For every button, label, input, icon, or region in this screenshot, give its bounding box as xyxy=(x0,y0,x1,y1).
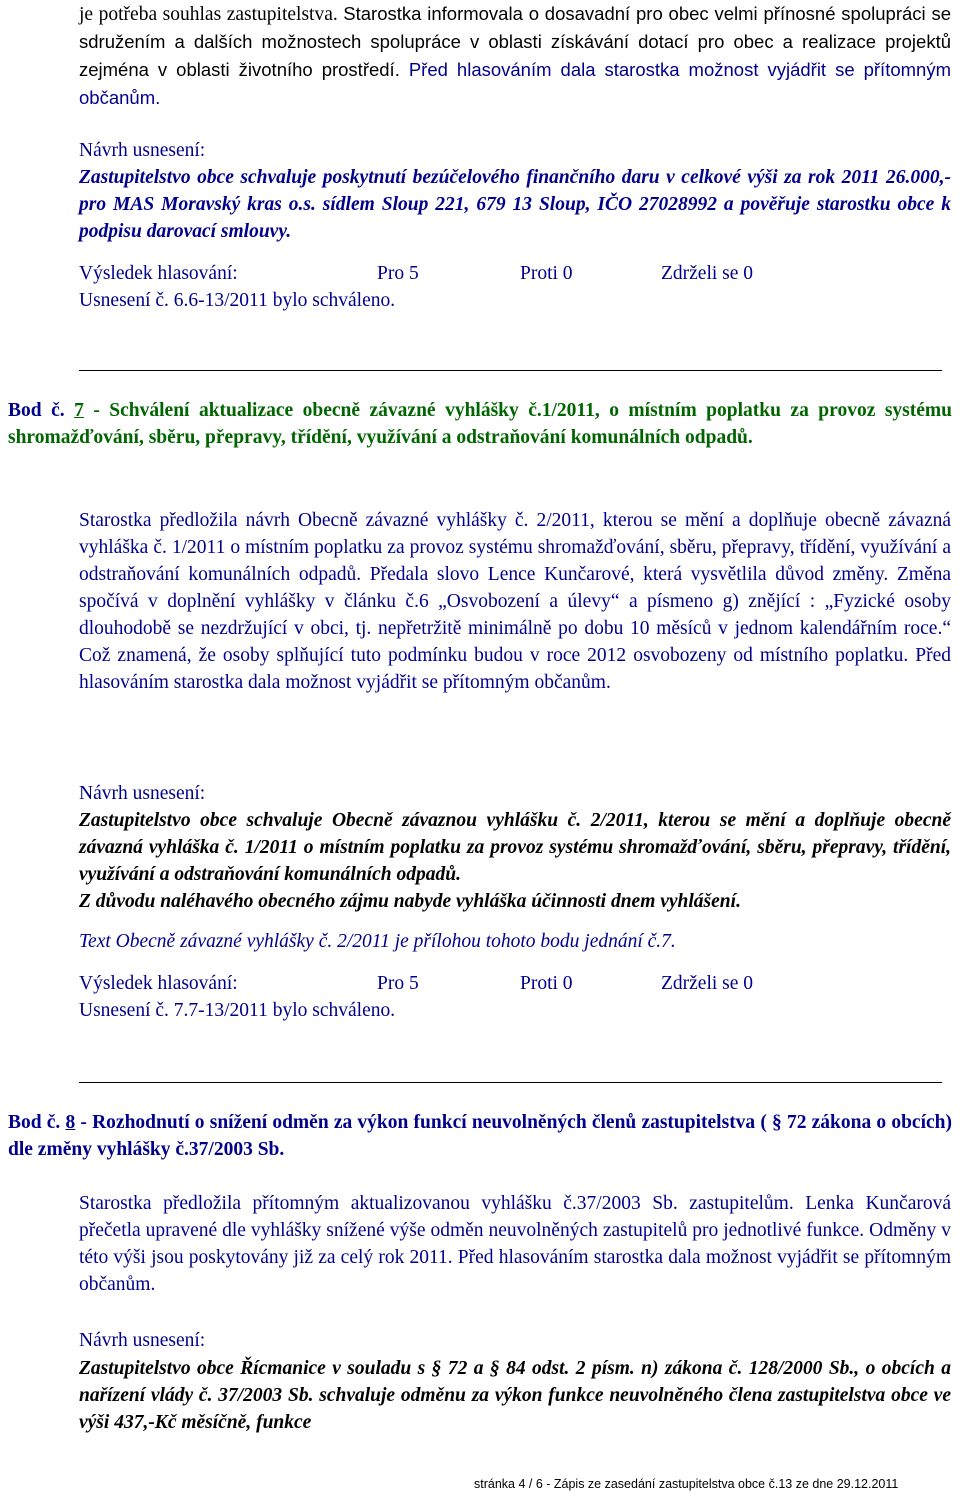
top-paragraph-part1: je potřeba souhlas zastupitelstva. xyxy=(79,4,344,25)
page-footer: stránka 4 / 6 - Zápis ze zasedání zastupitelstva obce č.13 ze dne 29.12.2011 xyxy=(474,1477,899,1491)
b6-vote-zdrzeli: Zdrželi se 0 xyxy=(661,263,754,284)
divider-1 xyxy=(79,370,942,371)
b7-navrh-text-main: Zastupitelstvo obce schvaluje Obecně závaznou vyhlášku č. 2/2011, kterou se mění a doplňuje obecně závazná vyhláška č. 1/2011 o místním poplatku za provoz systému shromažďování, sběru, přepravy, třídění, využívání a odstraňování komunálních odpadů. xyxy=(79,810,951,885)
b7-vote-zdrzeli: Zdrželi se 0 xyxy=(661,973,754,994)
b6-vote-proti: Proti 0 xyxy=(520,263,573,284)
b7-heading xyxy=(8,397,952,451)
b6-vote-pro: Pro 5 xyxy=(377,263,419,284)
b6-usneseni: Usnesení č. 6.6-13/2011 bylo schváleno. xyxy=(79,290,396,311)
b7-bod-number: 7 xyxy=(74,400,84,421)
b6-navrh-text: Zastupitelstvo obce schvaluje poskytnutí bezúčelového finančního daru v celkové výši za rok 2011 26.000,- pro MAS Moravský kras o.s. sídlem Sloup 221, 679 13 Sloup, IČO 27028992 a pověřuje starostku obce k podpisu darovací smlouvy. xyxy=(79,167,951,242)
b7-vote-pro: Pro 5 xyxy=(377,973,419,994)
b7-navrh-text-effect: Z důvodu naléhavého obecného zájmu nabyde vyhláška účinnosti dnem vyhlášení. xyxy=(79,891,741,912)
top-paragraph-part2: Starostka informovala o dosavadní pro obec velmi přínosné spolupráci se sdružením a dalších možnostech spolupráce v oblasti získávání dotací pro obec a realizace projektů zejména v oblasti životního prostředí. xyxy=(79,3,951,80)
b8-bod-title: - Rozhodnutí o snížení odměn za výkon funkcí neuvolněných členů zastupitelstva ( § 72 zákona o obcích) dle změny vyhlášky č.37/2003 Sb. xyxy=(8,1112,952,1160)
b7-navrh-label: Návrh usnesení: xyxy=(79,783,206,804)
b7-bod-title: - Schválení aktualizace obecně závazné vyhlášky č.1/2011, o místním poplatku za provoz systému shromažďování, sběru, přepravy, třídění, využívání a odstraňování komunálních odpadů. xyxy=(8,400,952,448)
b7-paragraph: Starostka předložila návrh Obecně závazné vyhlášky č. 2/2011, kterou se mění a doplňuje obecně závazná vyhláška č. 1/2011 o místním poplatku za provoz systému shromažďování, sběru, přepravy, třídění, využívání a odstraňování komunálních odpadů. Předala slovo Lence Kunčarové, která vysvětlila důvod změny. Změna spočívá v doplnění vyhlášky v článku č.6 „Osvobození a úlevy“ a písmeno g) znějící : „Fyzické osoby dlouhodobě se nezdržující v obci, tj. nepřetržitě minimálně po dobu 10 měsíců v jednom kalendářním roce.“ Což znamená, že osoby splňující tuto podmínku budou v roce 2012 osvobozeny od místního poplatku. Před hlasováním starostka dala možnost vyjádřit se přítomným občanům. xyxy=(79,510,951,693)
top-paragraph-part3: Před hlasováním dala starostka možnost vyjádřit se přítomným občanům. xyxy=(79,59,951,108)
b6-vote-label: Výsledek hlasování: xyxy=(79,263,238,284)
b7-bod-label: Bod č. xyxy=(8,400,65,421)
b8-paragraph: Starostka předložila přítomným aktualizovanou vyhlášku č.37/2003 Sb. zastupitelům. Lenka Kunčarová přečetla upravené dle vyhlášky snížené výše odměn neuvolněných zastupitelů pro jednotlivé funkce. Odměny v této výši jsou poskytovány již za celý rok 2011. Před hlasováním starostka dala možnost vyjádřit se přítomným občanům. xyxy=(79,1193,951,1295)
top-paragraph xyxy=(79,0,951,112)
b7-priloha: Text Obecně závazné vyhlášky č. 2/2011 je přílohou tohoto bodu jednání č.7. xyxy=(79,931,676,952)
b7-navrh-text xyxy=(79,807,951,915)
b6-navrh-label: Návrh usnesení: xyxy=(79,140,206,161)
b8-bod-number: 8 xyxy=(65,1112,76,1133)
b8-bod-label: Bod č. xyxy=(8,1112,61,1133)
b8-heading xyxy=(8,1109,952,1163)
b7-vote-proti: Proti 0 xyxy=(520,973,573,994)
divider-2 xyxy=(79,1082,942,1083)
b8-navrh-label: Návrh usnesení: xyxy=(79,1330,206,1351)
b8-navrh-text: Zastupitelstvo obce Řícmanice v souladu s § 72 a § 84 odst. 2 písm. n) zákona č. 128/2000 Sb., o obcích a nařízení vlády č. 37/2003 Sb. schvaluje odměnu za výkon funkce neuvolněného člena zastupitelstva obce ve výši 437,-Kč měsíčně, funkce xyxy=(79,1358,951,1433)
b7-usneseni: Usnesení č. 7.7-13/2011 bylo schváleno. xyxy=(79,1000,396,1021)
b7-vote-label: Výsledek hlasování: xyxy=(79,973,238,994)
